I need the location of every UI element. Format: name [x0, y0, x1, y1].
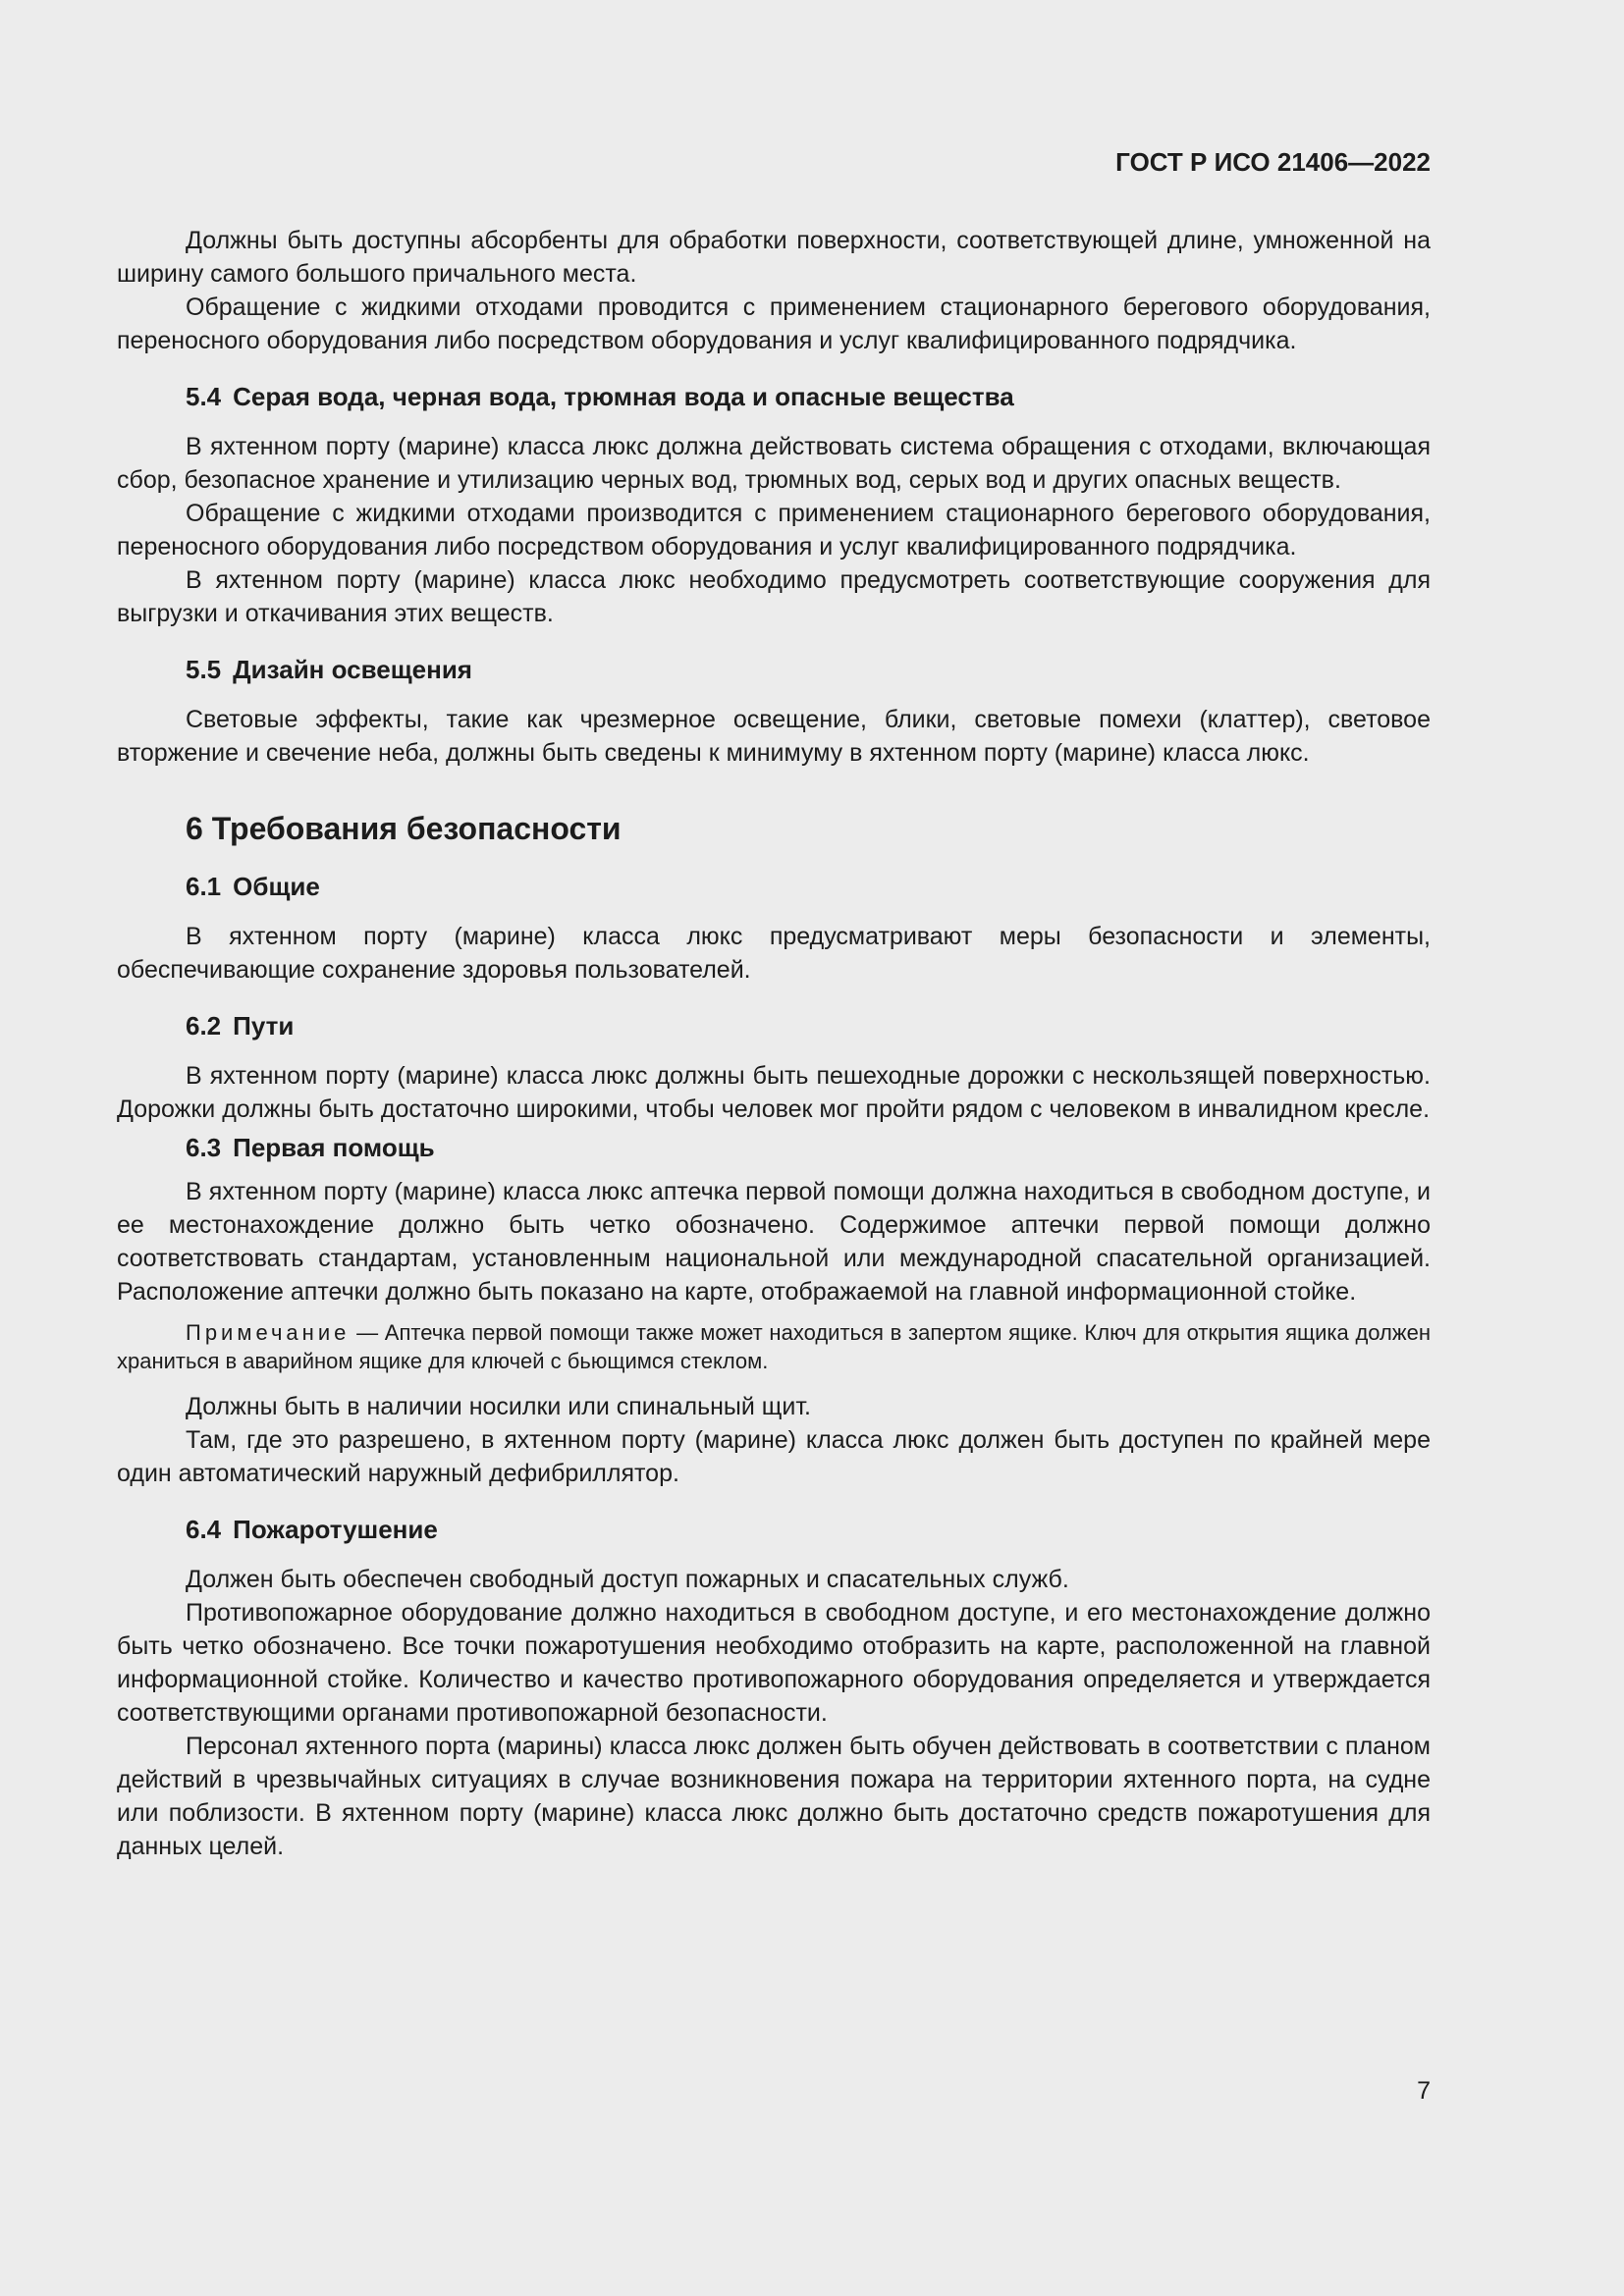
paragraph-6-3-2: Должны быть в наличии носилки или спинальный щит. — [186, 1393, 811, 1420]
heading-title: Пути — [233, 1011, 295, 1041]
heading-number: 6.4 — [186, 1515, 222, 1544]
heading-title: Общие — [233, 872, 320, 901]
paragraph-liquid-waste: Обращение с жидкими отходами проводится с применением стационарного берегового оборудования, переносного оборудования либо посредством оборудования и услуг квалифицированного подрядчика. — [117, 294, 1431, 354]
page-number: 7 — [1417, 2077, 1431, 2105]
heading-number: 5.4 — [186, 382, 222, 411]
paragraph-6-4-2: Противопожарное оборудование должно находиться в свободном доступе, и его местонахождение должно быть четко обозначено. Все точки пожаротушения необходимо отобразить на карте, расположенной на главной информационной стойке. Количество и качество противопожарного оборудования определяется и утверждается соответствующими органами противопожарной безопасности. — [117, 1599, 1431, 1727]
paragraph-5-5-1: Световые эффекты, такие как чрезмерное освещение, блики, световые помехи (клаттер), световое вторжение и свечение неба, должны быть сведены к минимуму в яхтенном порту (марине) класса люкс. — [117, 706, 1431, 767]
heading-number: 6.1 — [186, 872, 222, 901]
section-title-6: 6 Требования безопасности — [186, 811, 622, 846]
paragraph-6-4-3: Персонал яхтенного порта (марины) класса люкс должен быть обучен действовать в соответствии с планом действий в чрезвычайных ситуациях в случае возникновения пожара на территории яхтенного порта, на судне или поблизости. В яхтенном порту (марине) класса люкс должно быть достаточно средств пожаротушения для данных целей. — [117, 1733, 1431, 1860]
heading-title: Первая помощь — [233, 1133, 435, 1162]
paragraph-5-4-1: В яхтенном порту (марине) класса люкс должна действовать система обращения с отходами, включающая сбор, безопасное хранение и утилизацию черных вод, трюмных вод, серых вод и других опасных веществ. — [117, 433, 1431, 494]
note-text: — Аптечка первой помощи также может находиться в запертом ящике. Ключ для открытия ящика должен храниться в аварийном ящике для ключей с бьющимся стеклом. — [117, 1320, 1431, 1373]
heading-6-1 — [186, 870, 1431, 903]
heading-number: 5.5 — [186, 655, 222, 684]
paragraph-5-4-2: Обращение с жидкими отходами производится с применением стационарного берегового оборудования, переносного оборудования либо посредством оборудования и услуг квалифицированного подрядчика. — [117, 500, 1431, 561]
heading-6-2 — [186, 1009, 1431, 1042]
heading-number: 6.2 — [186, 1011, 222, 1041]
note-first-aid — [117, 1318, 1431, 1375]
heading-6-3 — [186, 1131, 1431, 1164]
heading-title: Пожаротушение — [233, 1515, 438, 1544]
heading-6-4 — [186, 1513, 1431, 1546]
paragraph-6-3-1: В яхтенном порту (марине) класса люкс аптечка первой помощи должна находиться в свободном доступе, и ее местонахождение должно быть четко обозначено. Содержимое аптечки первой помощи должно соответствовать стандартам, установленным национальной или международной спасательной организацией. Расположение аптечки должно быть показано на карте, отображаемой на главной информационной стойке. — [117, 1178, 1431, 1306]
paragraph-absorbents: Должны быть доступны абсорбенты для обработки поверхности, соответствующей длине, умноженной на ширину самого большого причального места. — [117, 227, 1431, 288]
note-label: Примечание — [186, 1320, 351, 1345]
heading-title: Серая вода, черная вода, трюмная вода и опасные вещества — [233, 382, 1014, 411]
paragraph-6-1-1: В яхтенном порту (марине) класса люкс предусматривают меры безопасности и элементы, обеспечивающие сохранение здоровья пользователей. — [117, 923, 1431, 984]
document-body — [117, 224, 1431, 1863]
document-header: ГОСТ Р ИСО 21406—2022 — [1115, 147, 1431, 177]
paragraph-6-3-3: Там, где это разрешено, в яхтенном порту (марине) класса люкс должен быть доступен по крайней мере один автоматический наружный дефибриллятор. — [117, 1426, 1431, 1487]
heading-5-5 — [186, 653, 1431, 686]
heading-number: 6.3 — [186, 1133, 222, 1162]
paragraph-6-4-1: Должен быть обеспечен свободный доступ пожарных и спасательных служб. — [186, 1566, 1069, 1593]
heading-title: Дизайн освещения — [233, 655, 472, 684]
paragraph-5-4-3: В яхтенном порту (марине) класса люкс необходимо предусмотреть соответствующие сооружения для выгрузки и откачивания этих веществ. — [117, 566, 1431, 627]
paragraph-6-2-1: В яхтенном порту (марине) класса люкс должны быть пешеходные дорожки с нескользящей поверхностью. Дорожки должны быть достаточно широкими, чтобы человек мог пройти рядом с человеком в инвалидном кресле. — [117, 1062, 1431, 1123]
heading-5-4 — [186, 380, 1431, 413]
